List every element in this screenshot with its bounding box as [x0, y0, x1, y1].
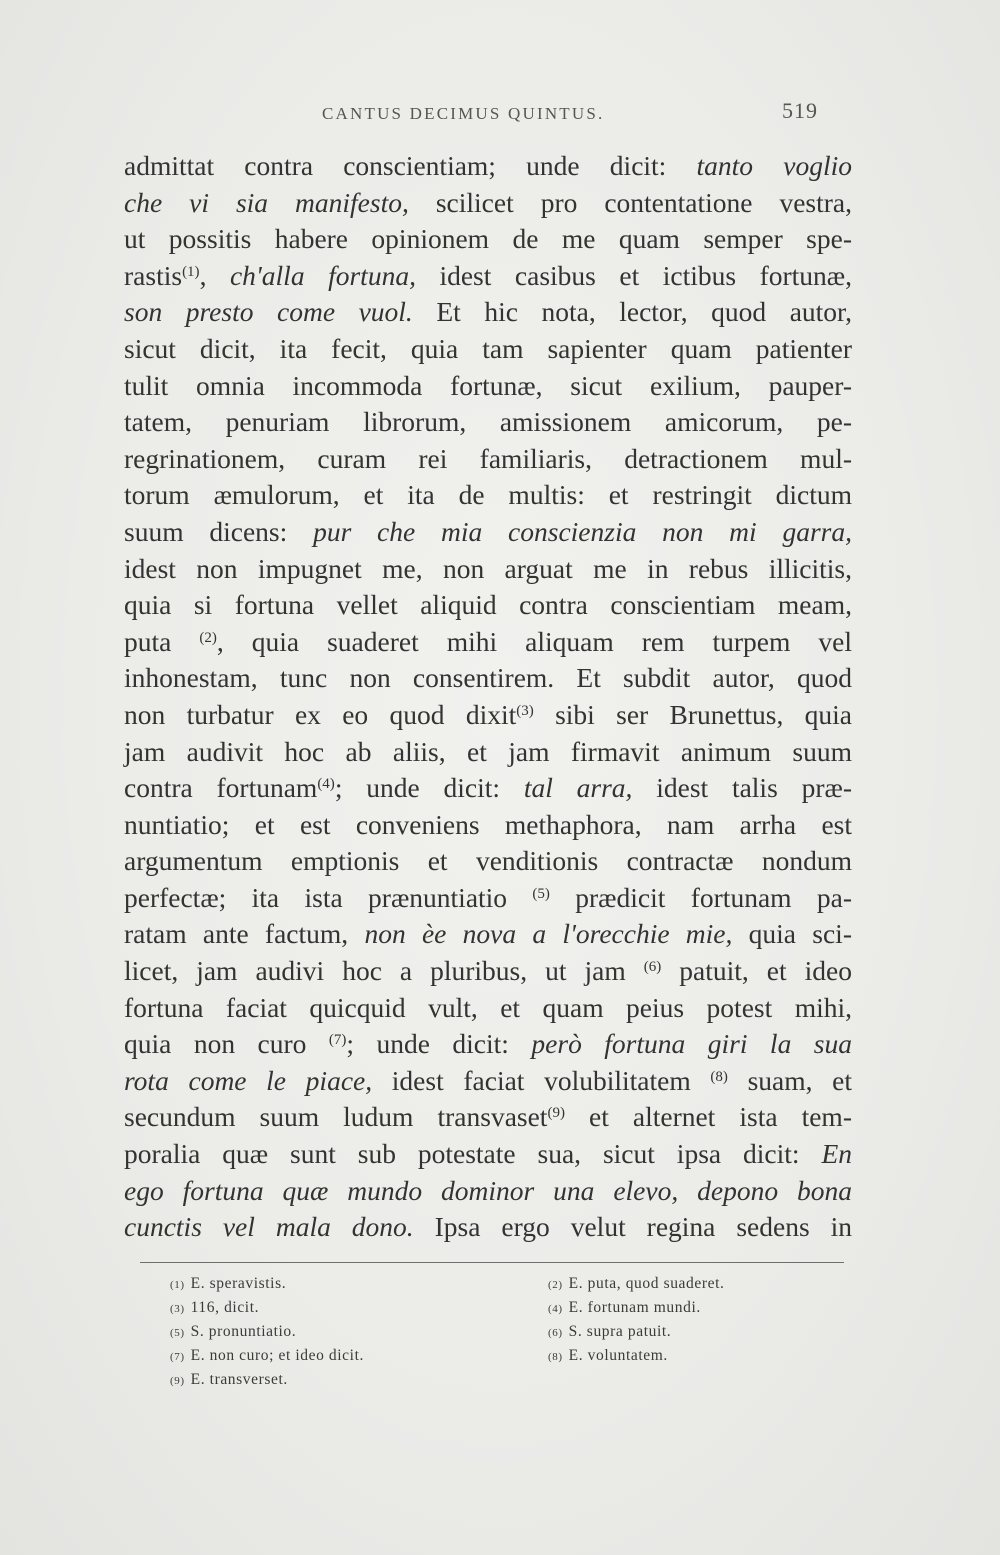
text-run: Et hic nota, lector, quod autor, — [412, 296, 852, 328]
text-line — [124, 1063, 852, 1100]
text-run: patuit, et ideo — [661, 955, 852, 987]
text-run: Ipsa ergo velut regina sedens in — [413, 1211, 852, 1243]
footnote — [170, 1296, 364, 1320]
text-run: suam, et — [727, 1064, 852, 1096]
text-run: idest casibus et ictibus fortunæ, — [415, 259, 853, 291]
footnote-ref: (4) — [317, 776, 335, 793]
text-line — [124, 843, 852, 880]
footnote-text: S. supra patuit. — [568, 1323, 672, 1340]
footnote — [548, 1296, 724, 1320]
text-line — [124, 660, 852, 697]
text-run: ; unde dicit: — [346, 1028, 532, 1060]
footnote-text: E. puta, quod suaderet. — [568, 1275, 725, 1292]
text-run: fortuna faciat quicquid vult, et quam peius potest mihi, — [124, 991, 852, 1023]
footnote-ref: (3) — [516, 702, 534, 719]
text-run: inhonestam, tunc non consentirem. Et subdit autor, quod — [124, 662, 852, 694]
text-line — [124, 258, 852, 295]
footnote — [170, 1320, 364, 1344]
text-run: idest non impugnet me, non arguat me in rebus illicitis, — [124, 552, 852, 584]
footnote-mark: (1) — [170, 1279, 185, 1291]
text-line — [124, 331, 852, 368]
text-run: poralia quæ sunt sub potestate sua, sicut ipsa dicit: — [124, 1138, 822, 1170]
text-run: idest faciat volubilitatem — [372, 1064, 711, 1096]
footnote-mark: (8) — [548, 1351, 563, 1363]
footnote-ref: (9) — [547, 1105, 565, 1122]
text-run: sicut dicit, ita fecit, quia tam sapienter quam patienter — [124, 332, 852, 364]
text-line — [124, 624, 852, 661]
text-run: , quia suaderet mihi aliquam rem turpem vel — [216, 625, 852, 657]
text-line — [124, 880, 852, 917]
text-run: quia sci- — [732, 918, 852, 950]
text-run: rastis — [124, 259, 183, 291]
text-line — [124, 1209, 852, 1246]
footnote-text: E. voluntatem. — [568, 1347, 668, 1364]
italic-run: ch'alla fortuna, — [229, 259, 416, 291]
body-text — [124, 148, 852, 1246]
text-line — [124, 587, 852, 624]
footnote-text: E. non curo; et ideo dicit. — [190, 1347, 364, 1364]
italic-run: che vi sia manifesto, — [124, 186, 409, 218]
text-run: regrinationem, curam rei familiaris, detractionem mul- — [124, 442, 852, 474]
text-run: torum æmulorum, et ita de multis: et restringit dictum — [124, 479, 852, 511]
italic-run: tanto voglio — [696, 150, 852, 181]
text-line — [124, 185, 852, 222]
text-line — [124, 990, 852, 1027]
text-run: ; unde dicit: — [334, 772, 524, 804]
italic-run: tal arra, — [523, 772, 633, 804]
text-run: quia si fortuna vellet aliquid contra conscientiam meam, — [124, 589, 852, 621]
footnote-ref: (6) — [643, 959, 662, 976]
page-number: 519 — [782, 98, 818, 123]
italic-run: son presto come vuol. — [124, 296, 413, 328]
text-line — [124, 1173, 852, 1210]
italic-run: non èe nova a l'orecchie mie, — [364, 918, 733, 950]
text-line — [124, 1026, 852, 1063]
footnote-mark: (3) — [170, 1303, 185, 1315]
text-line — [124, 807, 852, 844]
footnote-text: S. pronuntiatio. — [190, 1323, 297, 1340]
text-run: secundum suum ludum transvaset — [124, 1101, 548, 1133]
footnote-mark: (2) — [548, 1279, 563, 1291]
text-line — [124, 404, 852, 441]
text-run: sibi ser Brunettus, quia — [533, 698, 852, 730]
footnote-mark: (9) — [170, 1375, 185, 1387]
footnote-text: E. transverset. — [190, 1371, 288, 1388]
italic-run: cunctis vel mala dono. — [124, 1211, 414, 1243]
text-run: , — [199, 259, 230, 291]
footnote-text: E. speravistis. — [190, 1275, 287, 1292]
text-run: jam audivit hoc ab aliis, et jam firmavit animum suum — [124, 735, 852, 767]
text-line — [124, 514, 852, 551]
footnotes-left-column — [170, 1272, 364, 1392]
footnote-divider — [140, 1262, 844, 1263]
text-run: perfectæ; ita ista prænuntiatio — [124, 881, 533, 913]
text-run: contra fortunam — [124, 772, 318, 804]
footnote — [548, 1320, 724, 1344]
running-head: CANTUS DECIMUS QUINTUS. — [322, 104, 605, 123]
text-run: admittat contra conscientiam; unde dicit: — [124, 150, 697, 181]
text-run: prædicit fortunam pa- — [549, 881, 853, 913]
text-line — [124, 441, 852, 478]
footnote-mark: (4) — [548, 1303, 563, 1315]
italic-run: ego fortuna quæ mundo dominor una elevo, depono bona — [124, 1174, 852, 1206]
text-run: tulit omnia incommoda fortunæ, sicut exilium, pauper- — [124, 369, 852, 401]
text-run: suum dicens: — [124, 515, 314, 547]
footnote-text: E. fortunam mundi. — [568, 1299, 701, 1316]
text-line — [124, 477, 852, 514]
footnote-mark: (7) — [170, 1351, 185, 1363]
text-run: scilicet pro contentatione vestra, — [408, 186, 852, 218]
footnote-ref: (5) — [532, 885, 550, 902]
text-line — [124, 916, 852, 953]
italic-run: pur che mia conscienzia non mi garra, — [313, 515, 852, 547]
footnote-text: 116, dicit. — [190, 1299, 260, 1316]
text-line — [124, 551, 852, 588]
text-run: idest talis præ- — [632, 772, 852, 804]
footnote-mark: (6) — [548, 1327, 563, 1339]
text-line — [124, 368, 852, 405]
text-run: nuntiatio; et est conveniens methaphora, nam arrha est — [124, 808, 852, 840]
text-line — [124, 697, 852, 734]
footnote-mark: (5) — [170, 1327, 185, 1339]
text-line — [124, 1136, 852, 1173]
footnote-ref: (7) — [328, 1032, 347, 1049]
text-run: licet, jam audivi hoc a pluribus, ut jam — [124, 955, 644, 987]
text-run: et alternet ista tem- — [564, 1101, 852, 1133]
text-run: tatem, penuriam librorum, amissionem amicorum, pe- — [124, 406, 852, 438]
footnote-ref: (1) — [182, 263, 200, 280]
italic-run: rota come le piace, — [124, 1064, 373, 1096]
italic-run: En — [821, 1138, 852, 1170]
text-line — [124, 770, 852, 807]
italic-run: però fortuna giri la sua — [531, 1028, 852, 1060]
text-line — [124, 1099, 852, 1136]
text-line — [124, 221, 852, 258]
text-line — [124, 734, 852, 771]
text-line — [124, 148, 852, 185]
text-run: ut possitis habere opinionem de me quam semper spe- — [124, 223, 852, 255]
footnote — [548, 1344, 724, 1368]
text-line — [124, 294, 852, 331]
footnote — [170, 1272, 364, 1296]
footnote — [170, 1368, 364, 1392]
footnotes-right-column — [548, 1272, 724, 1368]
footnote — [548, 1272, 724, 1296]
text-run: puta — [124, 625, 200, 657]
footnote-ref: (8) — [710, 1068, 728, 1085]
text-line — [124, 953, 852, 990]
footnote — [170, 1344, 364, 1368]
text-run: non turbatur ex eo quod dixit — [124, 698, 517, 730]
footnote-ref: (2) — [199, 629, 217, 646]
text-run: argumentum emptionis et venditionis contractæ nondum — [124, 845, 852, 877]
text-run: ratam ante factum, — [124, 918, 365, 950]
text-run: quia non curo — [124, 1028, 329, 1060]
